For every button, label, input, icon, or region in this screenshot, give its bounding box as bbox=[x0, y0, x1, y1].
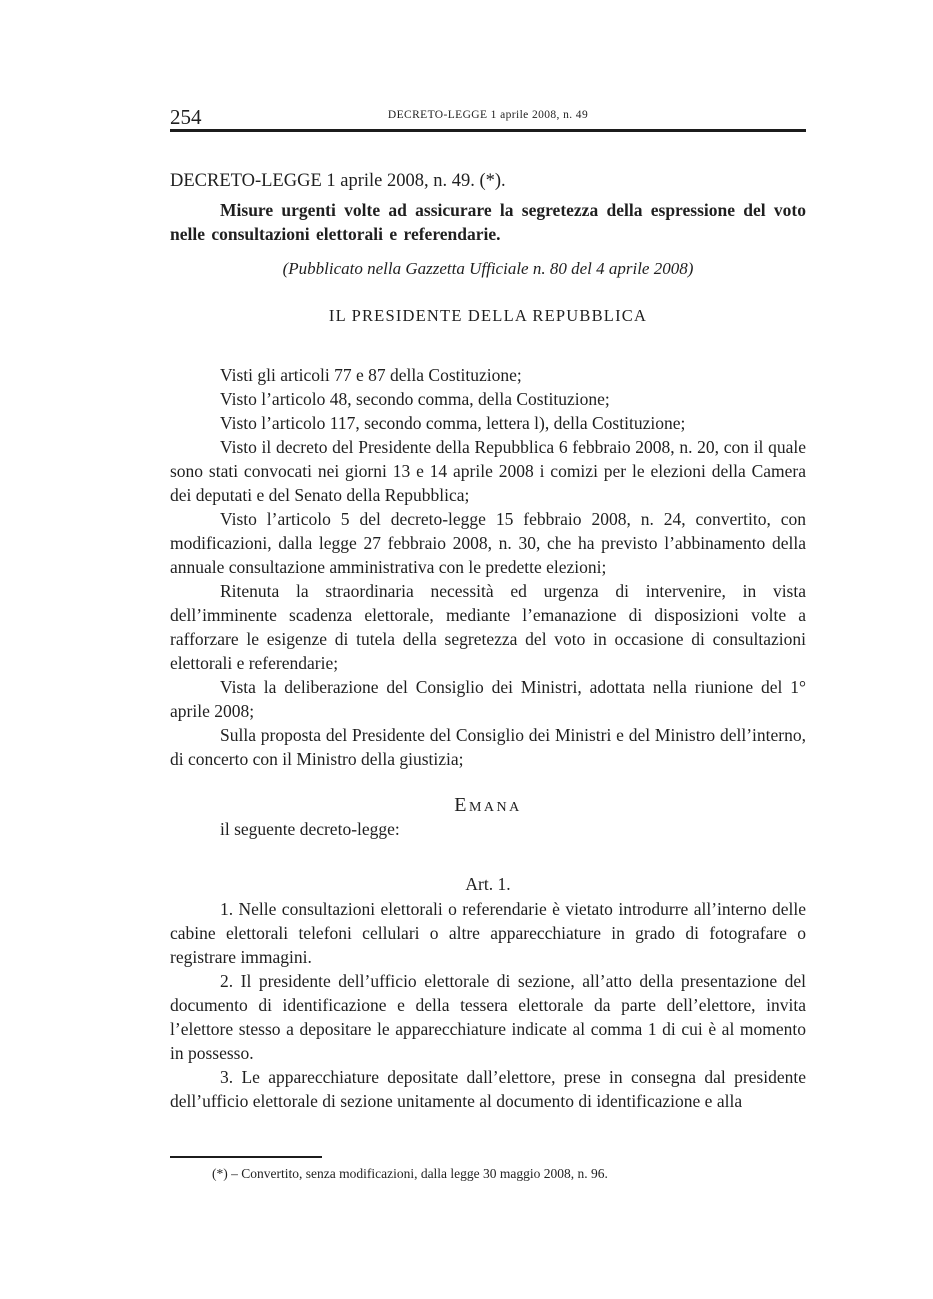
preamble-paragraph: Visto l’articolo 5 del decreto-legge 15 febbraio 2008, n. 24, convertito, con modificazioni, dalla legge 27 febbraio 2008, n. 30, che ha previsto l’abbinamento della annuale consultazione amministrativa con le predette elezioni; bbox=[170, 509, 806, 577]
preamble-paragraph: Visto il decreto del Presidente della Repubblica 6 febbraio 2008, n. 20, con il quale sono stati convocati nei giorni 13 e 14 aprile 2008 i comizi per le elezioni della Camera dei deputati e del Senato della Repubblica; bbox=[170, 437, 806, 505]
page-number: 254 bbox=[170, 105, 202, 129]
publication-note: (Pubblicato nella Gazzetta Ufficiale n. 80 del 4 aprile 2008) bbox=[282, 259, 694, 278]
preamble-paragraph: Visti gli articoli 77 e 87 della Costituzione; bbox=[220, 365, 522, 385]
article-paragraph: 2. Il presidente dell’ufficio elettorale di sezione, all’atto della presentazione del documento di identificazione e della tessera elettorale da parte dell’elettore, invita l’elettore stesso a depositare le apparecchiature indicate al comma 1 di cui è al momento in possesso. bbox=[170, 971, 806, 1063]
preamble-paragraph: Ritenuta la straordinaria necessità ed urgenza di intervenire, in vista dell’imminente scadenza elettorale, mediante l’emanazione di disposizioni volte a rafforzare le esigenze di tutela della segretezza del voto in occasione di consultazioni elettorali e referendarie; bbox=[170, 581, 806, 673]
preamble-paragraph: Sulla proposta del Presidente del Consiglio dei Ministri e del Ministro dell’interno, di concerto con il Ministro della giustizia; bbox=[170, 725, 806, 769]
running-header: DECRETO-LEGGE 1 aprile 2008, n. 49 bbox=[387, 109, 589, 121]
article-1-heading: Art. 1. bbox=[465, 874, 511, 894]
preamble-paragraph: Vista la deliberazione del Consiglio dei Ministri, adottata nella riunione del 1° aprile 2008; bbox=[170, 677, 806, 721]
preamble-paragraph: Visto l’articolo 48, secondo comma, della Costituzione; bbox=[220, 389, 610, 409]
document-body bbox=[170, 0, 806, 1113]
preamble bbox=[170, 363, 806, 771]
footnote-rule bbox=[170, 1156, 322, 1158]
article-1 bbox=[170, 897, 806, 1113]
preamble-paragraph: Visto l’articolo 117, secondo comma, lettera l), della Costituzione; bbox=[220, 413, 686, 433]
document-subtitle: Misure urgenti volte ad assicurare la segretezza della espressione del voto nelle consultazioni elettorali e referendarie. bbox=[170, 200, 806, 244]
article-paragraph: 1. Nelle consultazioni elettorali o referendarie è vietato introdurre all’interno delle cabine elettorali telefoni cellulari o altre apparecchiature in grado di fotografare o registrare immagini. bbox=[170, 899, 806, 967]
footnote bbox=[170, 1156, 806, 1182]
emana-heading: Emana bbox=[454, 794, 522, 816]
issuer-heading: IL PRESIDENTE DELLA REPUBBLICA bbox=[328, 306, 648, 325]
enacting-formula: il seguente decreto-legge: bbox=[220, 819, 400, 839]
footnote-text: (*) – Convertito, senza modificazioni, dalla legge 30 maggio 2008, n. 96. bbox=[212, 1166, 608, 1181]
article-paragraph: 3. Le apparecchiature depositate dall’elettore, prese in consegna dal presidente dell’ufficio elettorale di sezione unitamente al documento di identificazione e alla bbox=[170, 1067, 806, 1111]
document-title: DECRETO-LEGGE 1 aprile 2008, n. 49. (*). bbox=[170, 171, 506, 191]
